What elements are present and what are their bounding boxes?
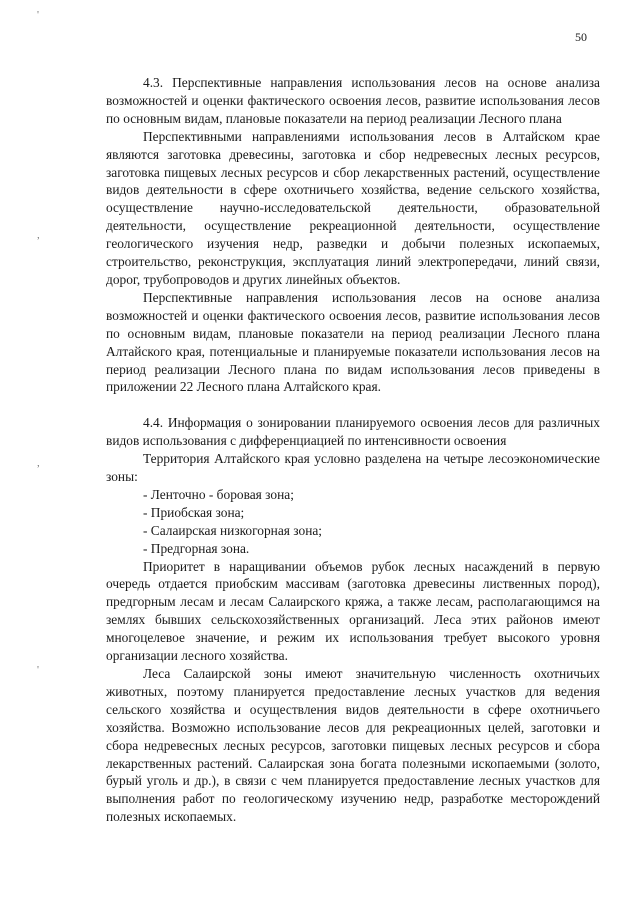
scan-mark: ' [37,9,39,21]
zone-list-item: - Ленточно - боровая зона; [143,486,294,502]
scan-mark: ' [37,664,39,676]
scan-mark: , [37,229,40,241]
page-number: 50 [575,30,587,44]
section-heading: 4.3. Перспективные направления использования лесов на основе анализа возможностей и оценки фактического освоения лесов, развитие использования лесов по основным видам, плановые показатели на период реализации Лесного плана [106,75,600,126]
paragraph: Приоритет в наращивании объемов рубок лесных насаждений в первую очередь отдается приобским массивам (заготовка древесины лиственных пород), предгорным лесам и лесам Салаирского кряжа, а также лесам, располагающимся на землях бывших сельскохозяйственных организаций. Леса этих районов имеют многоцелевое значение, и режим их использования требует высокого уровня организации лесного хозяйства. [106,558,600,664]
section-gap [106,396,600,414]
document-body [106,74,600,826]
paragraph: Леса Салаирской зоны имеют значительную численность охотничьих животных, поэтому планируется предоставление лесных участков для ведения сельского хозяйства и осуществления видов деятельности в сфере охотничьего хозяйства. Возможно использование лесов для рекреационных целей, заготовки и сбора недревесных лесных ресурсов, заготовки пищевых лесных ресурсов и сбора лекарственных растений. Салаирская зона богата полезными ископаемыми (золото, бурый уголь и др.), в связи с чем планируется предоставление лесных участков для выполнения работ по геологическому изучению недр, разработке месторождений полезных ископаемых. [106,666,600,825]
paragraph: Перспективные направления использования лесов на основе анализа возможностей и оценки фактического освоения лесов, развитие использования лесов по основным видам, плановые показатели на период реализации Лесного плана Алтайского края, потенциальные и планируемые показатели использования лесов на период реализации Лесного плана по видам использования лесов приведены в приложении 22 Лесного плана Алтайского края. [106,289,600,395]
zone-list-item: - Приобская зона; [143,504,245,520]
zone-list-item: - Предгорная зона. [143,540,250,556]
scan-mark: , [37,457,40,469]
paragraph: Территория Алтайского края условно разделена на четыре лесоэкономические зоны: [106,451,600,485]
zone-list-item: - Салаирская низкогорная зона; [143,522,323,538]
section-heading: 4.4. Информация о зонировании планируемого освоения лесов для различных видов использования с дифференциацией по интенсивности освоения [106,415,600,449]
paragraph: Перспективными направлениями использования лесов в Алтайском крае являются заготовка древесины, заготовка и сбор недревесных лесных ресурсов, заготовка пищевых лесных ресурсов и сбор лекарственных растений, осуществление видов деятельности в сфере охотничьего хозяйства, ведение сельского хозяйства, осуществление научно-исследовательской деятельности, образовательной деятельности, осуществление рекреационной деятельности, осуществление геологического изучения недр, разведки и добычи полезных ископаемых, строительство, реконструкция, эксплуатация линий электропередачи, линий связи, дорог, трубопроводов и других линейных объектов. [106,128,600,287]
